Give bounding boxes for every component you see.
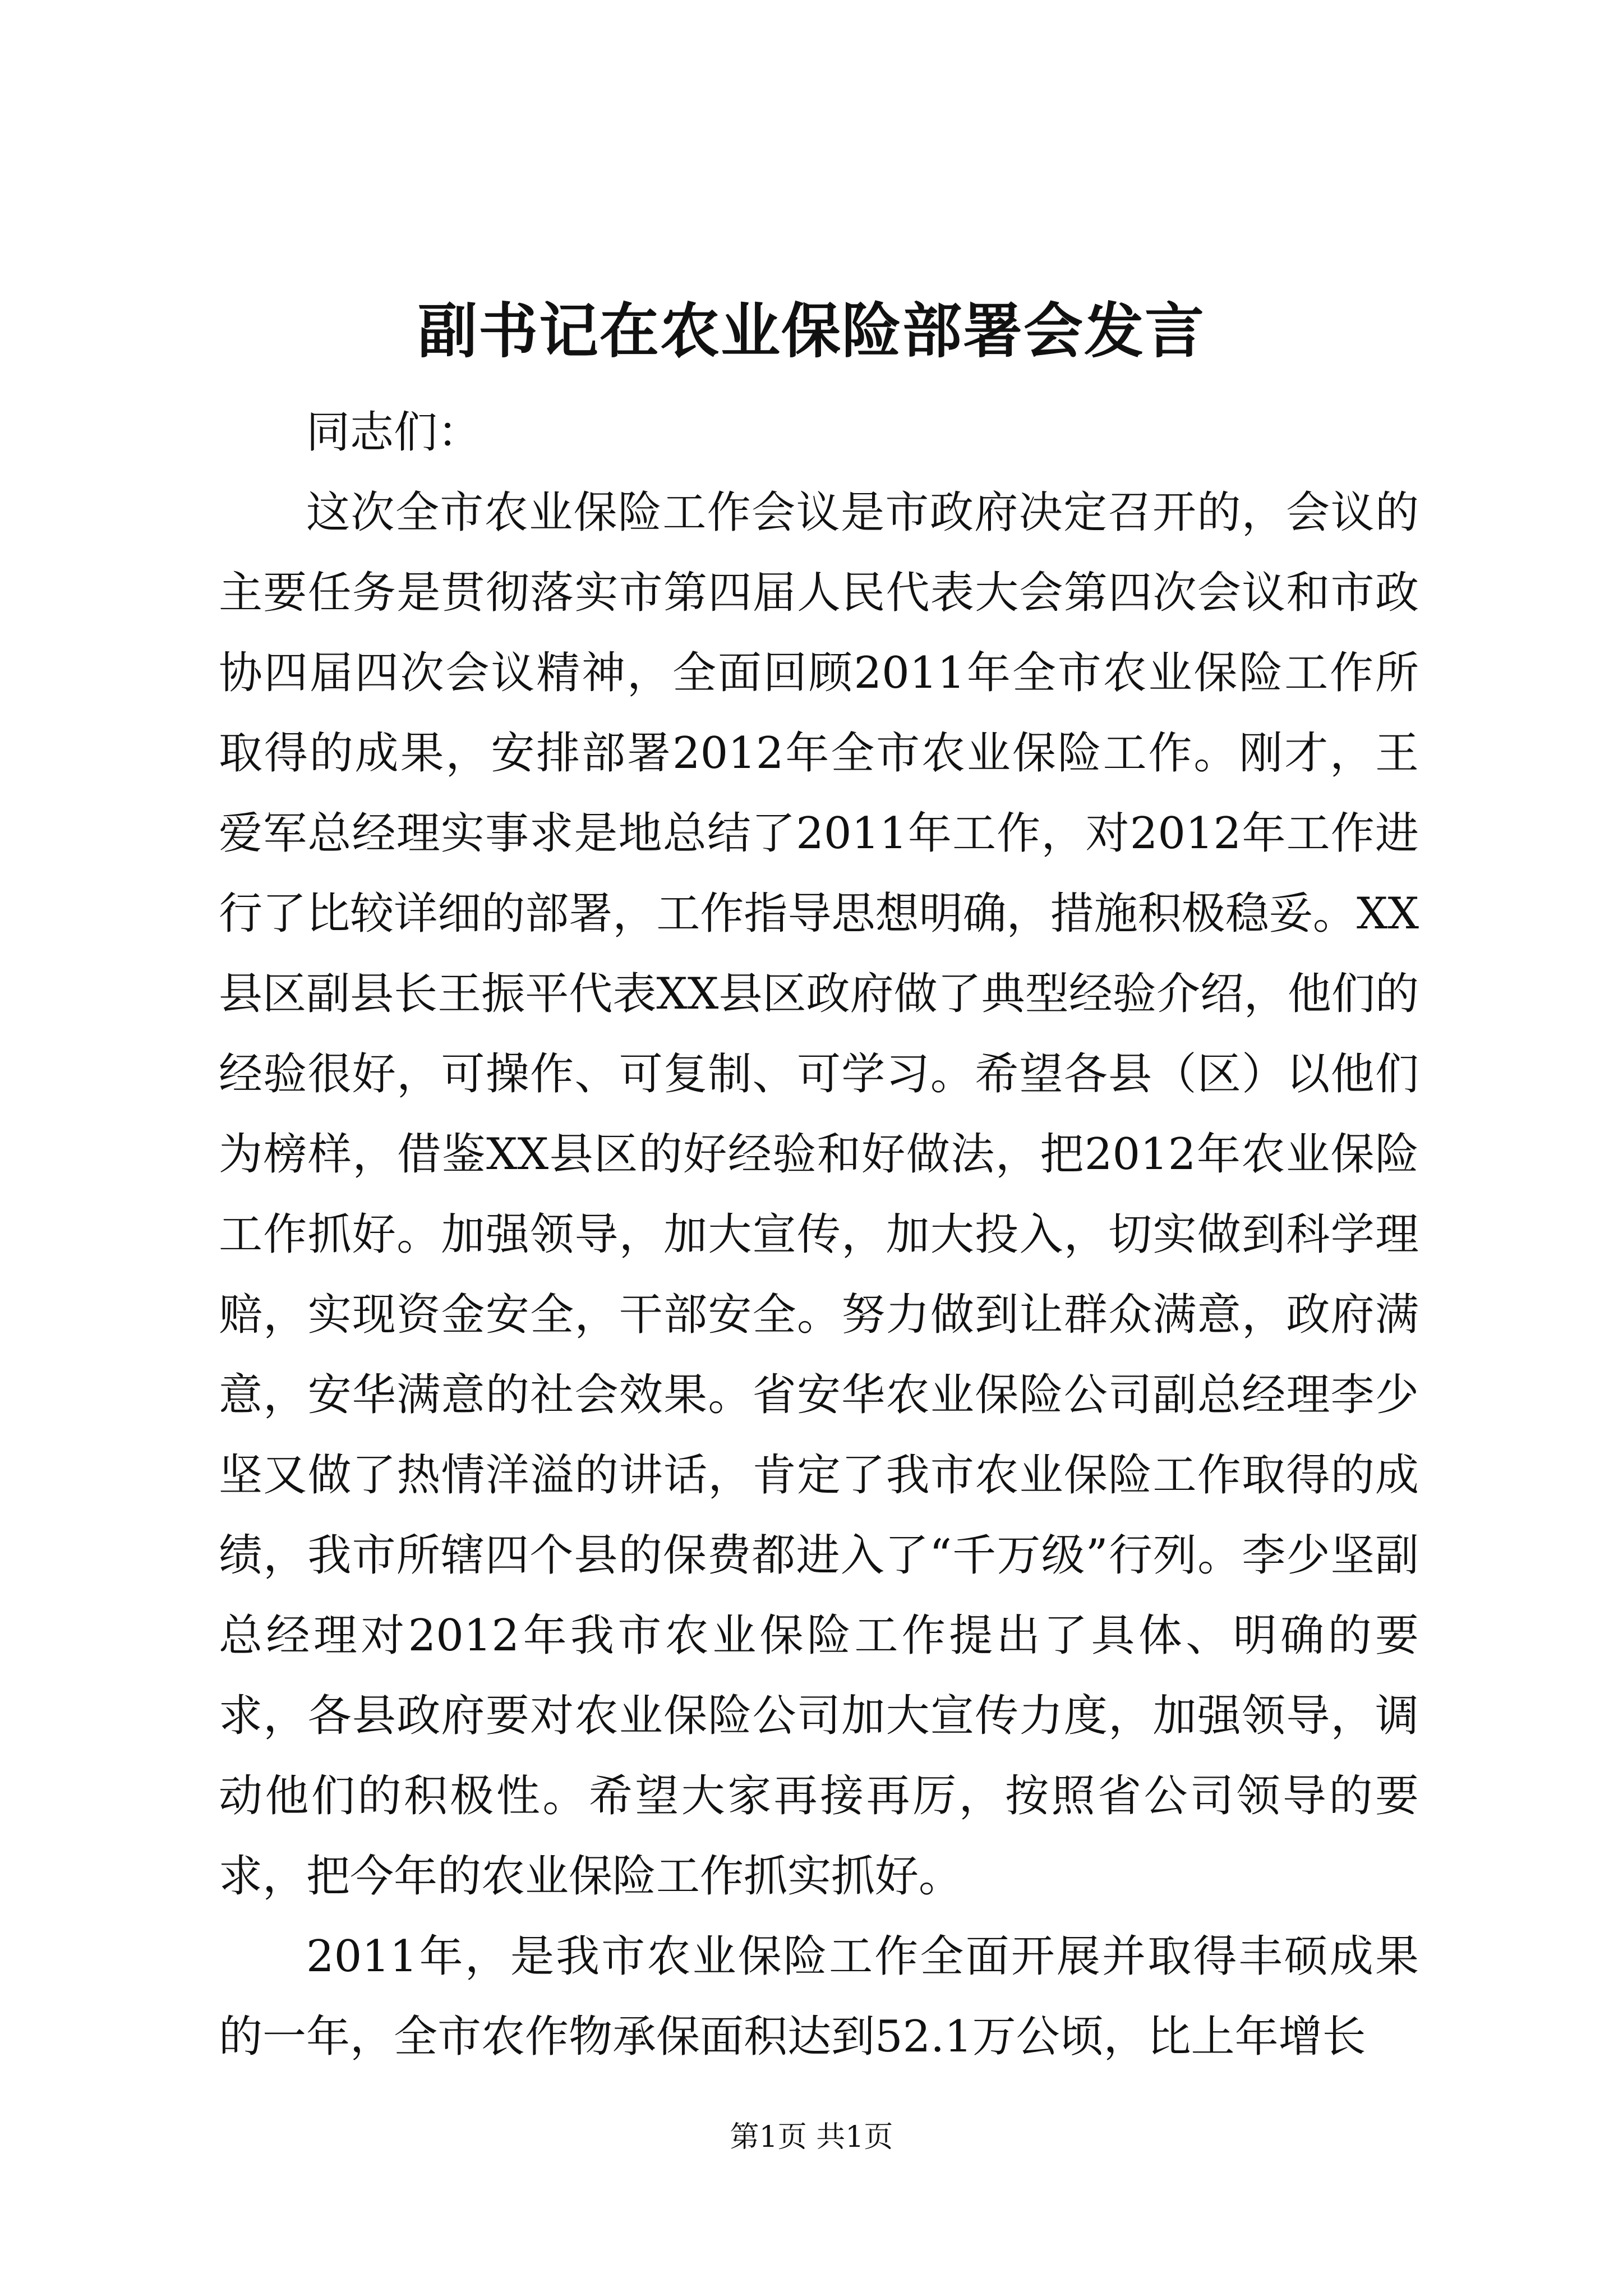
salutation-paragraph: 同志们：: [306, 407, 482, 458]
document-body: [219, 393, 1419, 2077]
body-paragraph: 2011年，是我市农业保险工作全面开展并取得丰硕成果的一年，全市农作物承保面积达到52.1万公顷，比上年增长: [219, 1931, 1419, 2062]
document-title: 副书记在农业保险部署会发言: [418, 296, 1205, 366]
body-paragraph: 这次全市农业保险工作会议是市政府决定召开的，会议的主要任务是贯彻落实市第四届人民代表大会第四次会议和市政协四届四次会议精神，全面回顾2011年全市农业保险工作所取得的成果，安排部署2012年全市农业保险工作。刚才，王爱军总经理实事求是地总结了2011年工作，对2012年工作进行了比较详细的部署，工作指导思想明确，措施积极稳妥。XX县区副县长王振平代表XX县区政府做了典型经验介绍，他们的经验很好，可操作、可复制、可学习。希望各县（区）以他们为榜样，借鉴XX县区的好经验和好做法，把2012年农业保险工作抓好。加强领导，加大宣传，加大投入，切实做到科学理赔，实现资金安全，干部安全。努力做到让群众满意，政府满意，安华满意的社会效果。省安华农业保险公司副总经理李少坚又做了热情洋溢的讲话，肯定了我市农业保险工作取得的成绩，我市所辖四个县的保费都进入了“千万级”行列。李少坚副总经理对2012年我市农业保险工作提出了具体、明确的要求，各县政府要对农业保险公司加大宣传力度，加强领导，调动他们的积极性。希望大家再接再厉，按照省公司领导的要求，把今年的农业保险工作抓实抓好。: [219, 487, 1419, 1902]
page-footer: 第1页 共1页: [730, 2120, 893, 2154]
